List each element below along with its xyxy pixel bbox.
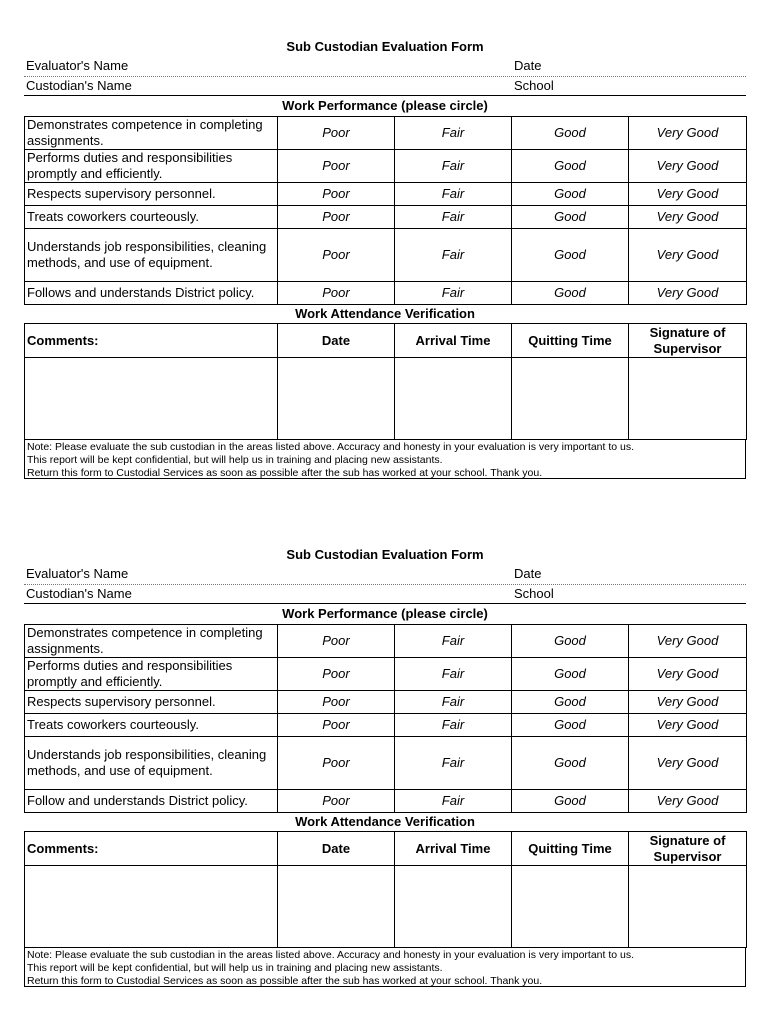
rating-good[interactable]: Good	[512, 714, 629, 737]
comments-header: Comments:	[25, 324, 278, 358]
rating-very-good[interactable]: Very Good	[629, 625, 747, 658]
school-label: School	[514, 586, 554, 601]
table-row	[25, 150, 747, 183]
rating-poor[interactable]: Poor	[278, 229, 395, 282]
rating-fair[interactable]: Fair	[395, 714, 512, 737]
rating-very-good[interactable]: Very Good	[629, 183, 747, 206]
criterion-label: Performs duties and responsibilities promptly and efficiently.	[25, 658, 278, 691]
note-line: This report will be kept confidential, but will help us in training and placing new assistants.	[27, 962, 443, 974]
performance-table	[24, 624, 747, 813]
criterion-label: Follow and understands District policy.	[25, 790, 278, 813]
arrival-time-field[interactable]	[395, 358, 512, 440]
comments-field[interactable]	[25, 358, 278, 440]
criterion-label: Understands job responsibilities, cleaning methods, and use of equipment.	[25, 737, 278, 790]
criterion-label: Treats coworkers courteously.	[25, 206, 278, 229]
rating-poor[interactable]: Poor	[278, 117, 395, 150]
rating-very-good[interactable]: Very Good	[629, 714, 747, 737]
table-row	[25, 183, 747, 206]
rating-very-good[interactable]: Very Good	[629, 691, 747, 714]
rating-fair[interactable]: Fair	[395, 150, 512, 183]
rating-poor[interactable]: Poor	[278, 206, 395, 229]
rating-good[interactable]: Good	[512, 206, 629, 229]
rating-fair[interactable]: Fair	[395, 282, 512, 305]
note-line: Note: Please evaluate the sub custodian in the areas listed above. Accuracy and honesty in your evaluation is very important to us.	[27, 949, 635, 961]
quitting-time-field[interactable]	[512, 358, 629, 440]
comments-header: Comments:	[25, 832, 278, 866]
rating-very-good[interactable]: Very Good	[629, 117, 747, 150]
rating-very-good[interactable]: Very Good	[629, 282, 747, 305]
table-row	[25, 229, 747, 282]
table-row	[25, 790, 747, 813]
attendance-table	[24, 323, 747, 440]
rating-fair[interactable]: Fair	[395, 790, 512, 813]
signature-field[interactable]	[629, 866, 747, 948]
custodian-name-line[interactable]	[24, 603, 746, 604]
rating-poor[interactable]: Poor	[278, 658, 395, 691]
form-title: Sub Custodian Evaluation Form	[286, 547, 484, 562]
rating-good[interactable]: Good	[512, 150, 629, 183]
rating-good[interactable]: Good	[512, 790, 629, 813]
rating-poor[interactable]: Poor	[278, 714, 395, 737]
note-line: Return this form to Custodial Services as soon as possible after the sub has worked at your school. Thank you.	[27, 975, 543, 987]
attendance-header-row	[25, 324, 747, 358]
school-label: School	[514, 78, 554, 93]
signature-header: Signature of Supervisor	[629, 832, 747, 866]
criterion-label: Understands job responsibilities, cleaning methods, and use of equipment.	[25, 229, 278, 282]
rating-very-good[interactable]: Very Good	[629, 658, 747, 691]
rating-good[interactable]: Good	[512, 691, 629, 714]
criterion-label: Respects supervisory personnel.	[25, 691, 278, 714]
table-row	[25, 282, 747, 305]
rating-fair[interactable]: Fair	[395, 117, 512, 150]
rating-good[interactable]: Good	[512, 282, 629, 305]
attendance-section-title: Work Attendance Verification	[295, 306, 475, 321]
arrival-time-field[interactable]	[395, 866, 512, 948]
rating-poor[interactable]: Poor	[278, 282, 395, 305]
evaluator-name-line[interactable]	[24, 76, 746, 77]
rating-good[interactable]: Good	[512, 229, 629, 282]
criterion-label: Follows and understands District policy.	[25, 282, 278, 305]
rating-fair[interactable]: Fair	[395, 691, 512, 714]
arrival-time-header: Arrival Time	[395, 324, 512, 358]
rating-good[interactable]: Good	[512, 183, 629, 206]
signature-field[interactable]	[629, 358, 747, 440]
rating-good[interactable]: Good	[512, 658, 629, 691]
rating-fair[interactable]: Fair	[395, 183, 512, 206]
date-label: Date	[514, 58, 542, 73]
evaluator-name-label: Evaluator's Name	[26, 566, 129, 581]
rating-poor[interactable]: Poor	[278, 691, 395, 714]
form-title: Sub Custodian Evaluation Form	[286, 39, 484, 54]
rating-fair[interactable]: Fair	[395, 658, 512, 691]
rating-very-good[interactable]: Very Good	[629, 150, 747, 183]
attendance-entry-row	[25, 866, 747, 948]
signature-header: Signature of Supervisor	[629, 324, 747, 358]
criterion-label: Performs duties and responsibilities promptly and efficiently.	[25, 150, 278, 183]
performance-section-title: Work Performance (please circle)	[282, 606, 488, 621]
rating-poor[interactable]: Poor	[278, 737, 395, 790]
criterion-label: Demonstrates competence in completing assignments.	[25, 625, 278, 658]
rating-poor[interactable]: Poor	[278, 183, 395, 206]
table-row	[25, 714, 747, 737]
attendance-header-row	[25, 832, 747, 866]
rating-very-good[interactable]: Very Good	[629, 206, 747, 229]
arrival-time-header: Arrival Time	[395, 832, 512, 866]
rating-poor[interactable]: Poor	[278, 790, 395, 813]
custodian-name-line[interactable]	[24, 95, 746, 96]
note-box	[24, 947, 746, 987]
date-label: Date	[514, 566, 542, 581]
rating-very-good[interactable]: Very Good	[629, 737, 747, 790]
rating-fair[interactable]: Fair	[395, 737, 512, 790]
evaluator-name-line[interactable]	[24, 584, 746, 585]
rating-good[interactable]: Good	[512, 117, 629, 150]
note-box	[24, 439, 746, 479]
custodian-name-label: Custodian's Name	[26, 586, 132, 601]
criterion-label: Treats coworkers courteously.	[25, 714, 278, 737]
rating-fair[interactable]: Fair	[395, 625, 512, 658]
date-header: Date	[278, 832, 395, 866]
criterion-label: Demonstrates competence in completing assignments.	[25, 117, 278, 150]
rating-fair[interactable]: Fair	[395, 229, 512, 282]
rating-very-good[interactable]: Very Good	[629, 229, 747, 282]
attendance-table	[24, 831, 747, 948]
custodian-name-label: Custodian's Name	[26, 78, 132, 93]
rating-very-good[interactable]: Very Good	[629, 790, 747, 813]
table-row	[25, 658, 747, 691]
quitting-time-field[interactable]	[512, 866, 629, 948]
evaluator-name-label: Evaluator's Name	[26, 58, 129, 73]
note-line: Note: Please evaluate the sub custodian in the areas listed above. Accuracy and honesty in your evaluation is very important to us.	[27, 441, 635, 453]
rating-poor[interactable]: Poor	[278, 150, 395, 183]
rating-poor[interactable]: Poor	[278, 625, 395, 658]
table-row	[25, 691, 747, 714]
attendance-section-title: Work Attendance Verification	[295, 814, 475, 829]
criterion-label: Respects supervisory personnel.	[25, 183, 278, 206]
performance-table	[24, 116, 747, 305]
date-field[interactable]	[278, 866, 395, 948]
note-line: Return this form to Custodial Services as soon as possible after the sub has worked at your school. Thank you.	[27, 467, 543, 479]
rating-good[interactable]: Good	[512, 737, 629, 790]
performance-section-title: Work Performance (please circle)	[282, 98, 488, 113]
date-header: Date	[278, 324, 395, 358]
attendance-entry-row	[25, 358, 747, 440]
comments-field[interactable]	[25, 866, 278, 948]
rating-good[interactable]: Good	[512, 625, 629, 658]
date-field[interactable]	[278, 358, 395, 440]
rating-fair[interactable]: Fair	[395, 206, 512, 229]
table-row	[25, 206, 747, 229]
quitting-time-header: Quitting Time	[512, 832, 629, 866]
quitting-time-header: Quitting Time	[512, 324, 629, 358]
note-line: This report will be kept confidential, but will help us in training and placing new assistants.	[27, 454, 443, 466]
table-row	[25, 737, 747, 790]
table-row	[25, 625, 747, 658]
table-row	[25, 117, 747, 150]
